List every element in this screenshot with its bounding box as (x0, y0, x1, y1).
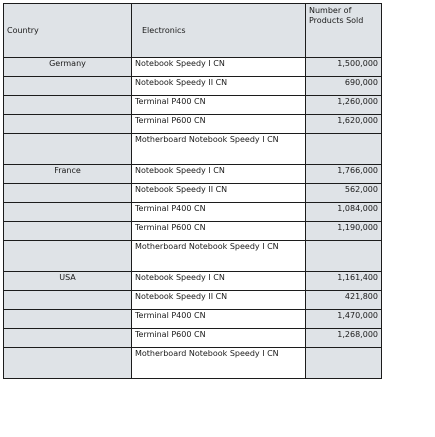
number-sold-cell: 1,084,000 (306, 203, 382, 222)
number-sold-cell: 421,800 (306, 291, 382, 310)
country-cell: France (4, 165, 132, 184)
country-cell (4, 310, 132, 329)
product-cell: Terminal P600 CN (132, 222, 306, 241)
country-cell (4, 203, 132, 222)
number-sold-cell (306, 134, 382, 165)
number-sold-cell: 1,260,000 (306, 96, 382, 115)
table-row (4, 241, 382, 272)
number-sold-cell (306, 348, 382, 379)
number-sold-cell: 690,000 (306, 77, 382, 96)
sales-table (3, 3, 382, 379)
table-row (4, 184, 382, 203)
country-cell (4, 184, 132, 203)
number-sold-cell: 1,766,000 (306, 165, 382, 184)
product-cell: Notebook Speedy I CN (132, 272, 306, 291)
country-cell (4, 329, 132, 348)
product-cell: Motherboard Notebook Speedy I CN (132, 348, 306, 379)
number-sold-cell: 1,190,000 (306, 222, 382, 241)
number-sold-cell: 562,000 (306, 184, 382, 203)
product-cell: Notebook Speedy II CN (132, 184, 306, 203)
table-row (4, 58, 382, 77)
product-cell: Terminal P600 CN (132, 329, 306, 348)
product-cell: Motherboard Notebook Speedy I CN (132, 241, 306, 272)
product-cell: Notebook Speedy I CN (132, 58, 306, 77)
table-row (4, 96, 382, 115)
product-cell: Motherboard Notebook Speedy I CN (132, 134, 306, 165)
number-sold-cell: 1,620,000 (306, 115, 382, 134)
country-cell (4, 134, 132, 165)
product-cell: Notebook Speedy I CN (132, 165, 306, 184)
product-cell: Notebook Speedy II CN (132, 77, 306, 96)
country-cell (4, 222, 132, 241)
electronics-column-header: Electronics (132, 4, 306, 58)
table-row (4, 165, 382, 184)
table-header (4, 4, 382, 58)
country-cell (4, 348, 132, 379)
number-sold-column-header: Number of Products Sold (306, 4, 382, 58)
table-row (4, 203, 382, 222)
country-cell (4, 115, 132, 134)
product-cell: Terminal P400 CN (132, 96, 306, 115)
table-body (4, 58, 382, 379)
country-cell: Germany (4, 58, 132, 77)
number-sold-cell: 1,500,000 (306, 58, 382, 77)
product-cell: Terminal P400 CN (132, 203, 306, 222)
country-cell: USA (4, 272, 132, 291)
table-row (4, 134, 382, 165)
table-row (4, 272, 382, 291)
country-cell (4, 291, 132, 310)
table-row (4, 348, 382, 379)
number-sold-cell: 1,161,400 (306, 272, 382, 291)
product-cell: Terminal P600 CN (132, 115, 306, 134)
country-cell (4, 77, 132, 96)
table-row (4, 310, 382, 329)
product-cell: Notebook Speedy II CN (132, 291, 306, 310)
table-row (4, 291, 382, 310)
header-row (4, 4, 382, 58)
number-sold-cell: 1,470,000 (306, 310, 382, 329)
country-cell (4, 96, 132, 115)
table-row (4, 115, 382, 134)
table-row (4, 77, 382, 96)
table-row (4, 222, 382, 241)
table-row (4, 329, 382, 348)
number-sold-cell (306, 241, 382, 272)
country-cell (4, 241, 132, 272)
product-cell: Terminal P400 CN (132, 310, 306, 329)
number-sold-cell: 1,268,000 (306, 329, 382, 348)
country-column-header: Country (4, 4, 132, 58)
